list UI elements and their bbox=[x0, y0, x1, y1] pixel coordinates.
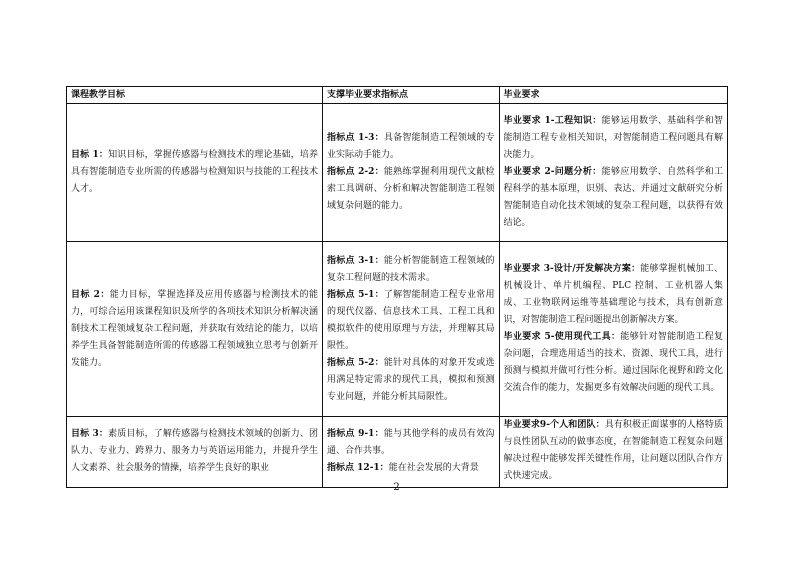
indicator-text: 具备智能制造工程领域的专业实际动手能力。 bbox=[327, 133, 495, 160]
goal-tag: 目标 3： bbox=[71, 428, 109, 439]
indicator-text: 了解智能制造工程专业常用的现代仪器、信息技术工具、工程工具和模拟软件的使用原理与方法，并理解其局限性。 bbox=[327, 289, 495, 351]
indicator-cell bbox=[323, 104, 499, 242]
indicator-item bbox=[327, 253, 494, 287]
indicator-tag: 指标点 12-1： bbox=[327, 462, 389, 473]
indicator-tag: 指标点 2-2： bbox=[327, 167, 384, 177]
indicator-tag: 指标点 5-2： bbox=[327, 357, 384, 368]
requirement-cell bbox=[499, 417, 728, 488]
indicator-cell bbox=[323, 242, 499, 417]
goal-text: 知识目标，掌握传感器与检测技术的理论基础，培养具有智能制造专业所需的传感器与检测知识与技能的工程技术人才。 bbox=[71, 150, 319, 194]
requirement-tag: 毕业要求 5-使用现代工具： bbox=[503, 332, 621, 342]
course-objectives-table bbox=[66, 86, 728, 488]
goal-cell bbox=[67, 417, 323, 488]
goal-tag: 目标 2： bbox=[71, 289, 110, 300]
requirement-item bbox=[504, 329, 724, 397]
requirement-item bbox=[504, 417, 724, 485]
page-number: 2 bbox=[393, 482, 400, 493]
requirement-text: 具有积极正面谋事的人格特质与良性团队互动的做事态度，在智能制造工程复杂问题解决过程中能够发挥关键性作用，让问题以团队合作方式快速完成。 bbox=[503, 420, 723, 481]
indicator-text: 能与其他学科的成员有效沟通、合作共事。 bbox=[327, 428, 495, 456]
header-indicator: 支撑毕业要求指标点 bbox=[323, 87, 499, 104]
requirement-tag: 毕业要求 3-设计/开发解决方案： bbox=[503, 264, 641, 274]
requirement-item bbox=[504, 113, 724, 164]
requirement-tag: 毕业要求 2-问题分析： bbox=[503, 167, 602, 177]
header-graduation-requirement: 毕业要求 bbox=[499, 87, 728, 104]
indicator-item bbox=[327, 355, 494, 406]
indicator-cell bbox=[323, 417, 499, 488]
requirement-tag: 毕业要求 1-工程知识： bbox=[503, 116, 602, 126]
indicator-tag: 指标点 9-1： bbox=[327, 428, 384, 439]
table-header-row bbox=[67, 87, 728, 104]
goal-text: 素质目标，了解传感器与检测技术领域的创新力、团队力、专业力、跨界力、服务力与英语运用能力，并提升学生人文素养、社会服务的情操，培养学生良好的职业 bbox=[71, 428, 319, 473]
goal-tag: 目标 1： bbox=[71, 150, 109, 160]
goal-cell bbox=[67, 104, 323, 242]
table-row bbox=[67, 104, 728, 242]
indicator-item bbox=[327, 460, 494, 477]
requirement-text: 能够掌握机械加工、机械设计、单片机编程、PLC 控制、工业机器人集成、工业物联网运维等基础理论与技术，具有创新意识，对智能制造工程问题提出创新解决方案。 bbox=[503, 264, 723, 325]
requirement-cell bbox=[499, 242, 728, 417]
requirement-cell bbox=[499, 104, 728, 242]
table-row bbox=[67, 242, 728, 417]
indicator-item bbox=[327, 287, 494, 355]
indicator-tag: 指标点 3-1： bbox=[327, 255, 384, 266]
goal-cell bbox=[67, 242, 323, 417]
goal-text: 能力目标，掌握选择及应用传感器与检测技术的能力，可综合运用该课程知识及所学的各项技术知识分析解决涵制技术工程领域复杂工程问题，并获取有效结论的能力，以培养学生具备智能制造所需的传感器工程领域独立思考与创新开发能力。 bbox=[71, 289, 319, 368]
requirement-text: 能够运用数学、基础科学和智能制造工程专业相关知识，对智能制造工程问题具有解决能力。 bbox=[503, 116, 723, 160]
requirement-item bbox=[504, 261, 724, 329]
header-course-objective: 课程教学目标 bbox=[67, 87, 323, 104]
requirement-tag: 毕业要求9-个人和团队： bbox=[503, 420, 605, 430]
indicator-text: 能熟练掌握利用现代文献检索工具调研、分析和解决智能制造工程领域复杂问题的能力。 bbox=[327, 167, 495, 211]
indicator-item bbox=[327, 426, 494, 460]
indicator-text: 能在社会发展的大背景 bbox=[388, 462, 479, 473]
indicator-text: 能针对具体的对象开发或选用满足特定需求的现代工具，模拟和预测专业问题，并能分析其局限性。 bbox=[327, 357, 495, 402]
table-row bbox=[67, 417, 728, 488]
indicator-tag: 指标点 1-3： bbox=[327, 133, 384, 143]
requirement-item bbox=[504, 164, 724, 232]
indicator-item bbox=[327, 164, 494, 215]
requirement-text: 能够针对智能制造工程复杂问题，合理选用适当的技术、资源、现代工具，进行预测与模拟并做可行性分析。通过国际化视野和跨文化交流合作的能力，发掘更多有效解决问题的现代工具。 bbox=[503, 332, 723, 393]
indicator-tag: 指标点 5-1： bbox=[327, 289, 384, 300]
requirement-text: 能够应用数学、自然科学和工程科学的基本原理，识别、表达、并通过文献研究分析智能制造自动化技术领域的复杂工程问题，以获得有效结论。 bbox=[503, 167, 723, 228]
indicator-text: 能分析智能制造工程领域的复杂工程问题的技术需求。 bbox=[327, 255, 495, 283]
indicator-item bbox=[327, 130, 494, 164]
